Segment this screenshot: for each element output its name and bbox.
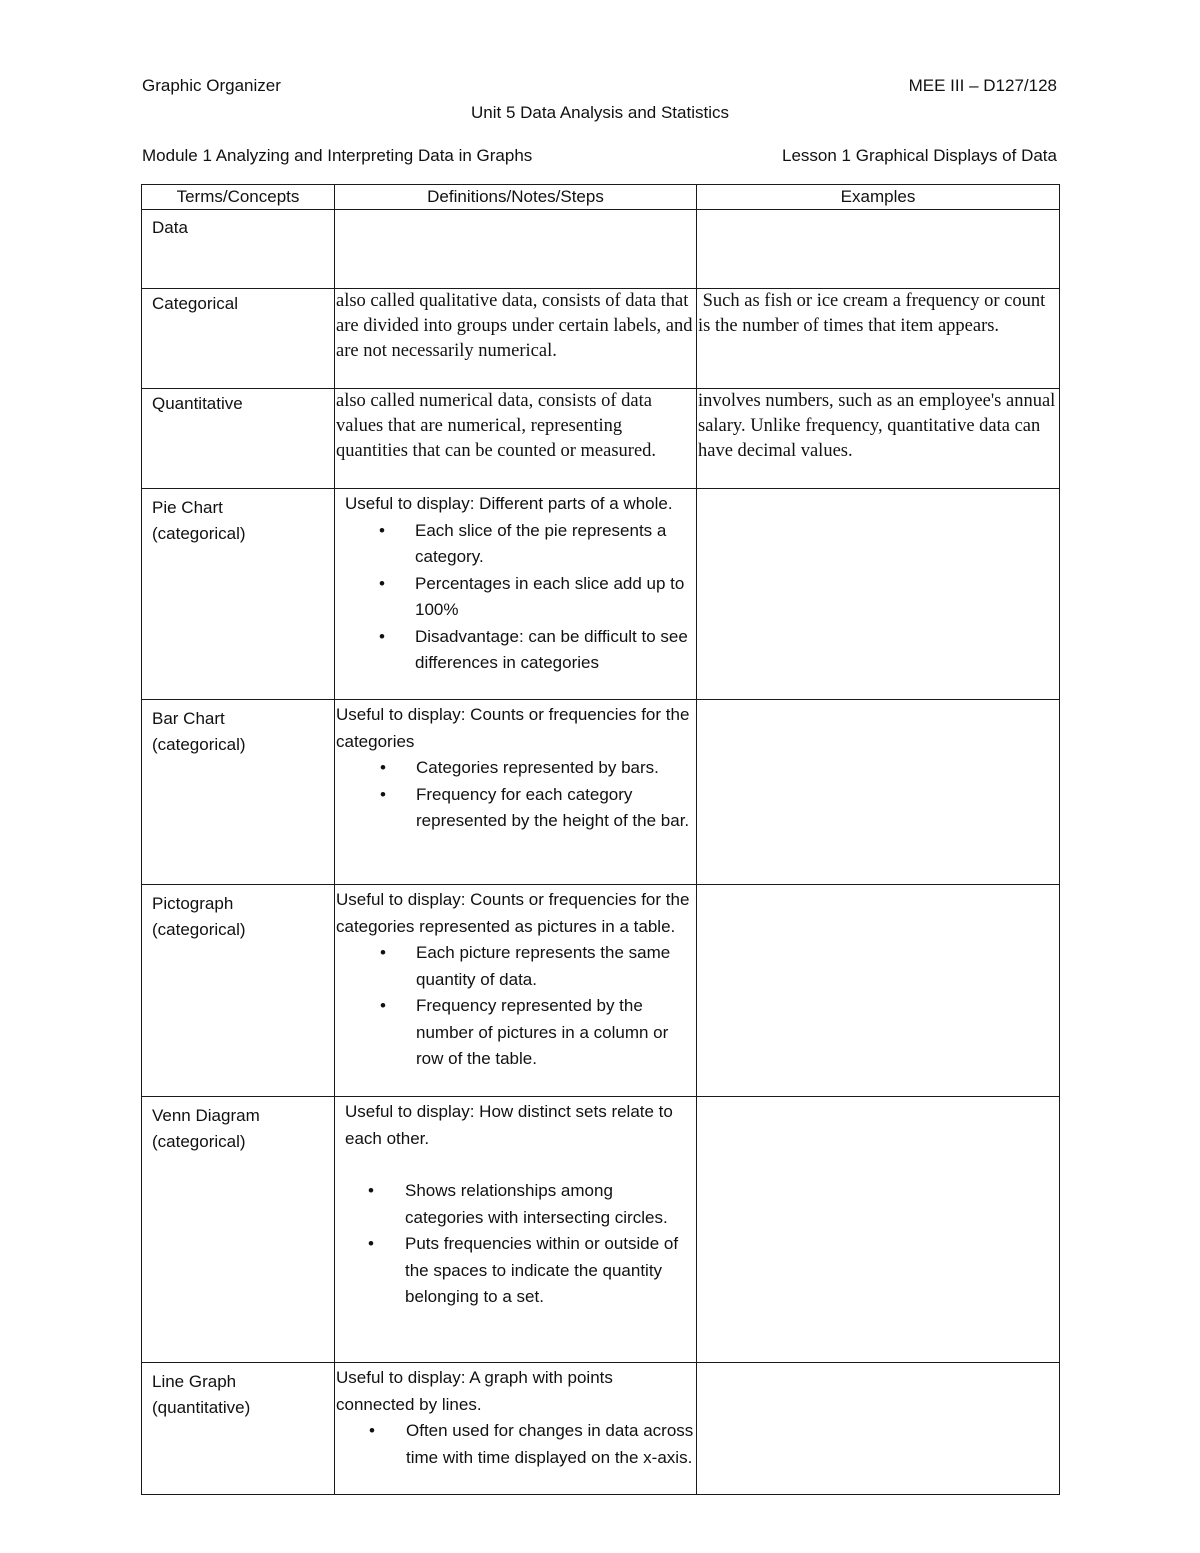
definition-intro: Useful to display: How distinct sets relate to each other. — [345, 1102, 673, 1148]
definition-cell — [335, 1363, 697, 1495]
term-cell — [142, 210, 335, 289]
definition-cell — [335, 489, 697, 700]
bullet-list — [345, 518, 694, 677]
definition-cell-empty — [335, 210, 697, 289]
table-row-bar-chart — [142, 700, 1060, 885]
term-type: (quantitative) — [152, 1398, 251, 1417]
term-type: (categorical) — [152, 524, 246, 543]
definition-cell — [335, 700, 697, 885]
unit-title: Unit 5 Data Analysis and Statistics — [471, 103, 729, 122]
graphic-organizer-table — [141, 184, 1060, 1495]
bullet-list — [336, 755, 694, 835]
term-type: (categorical) — [152, 920, 246, 939]
term-cell — [142, 885, 335, 1097]
bullet-list — [336, 940, 694, 1073]
term-label — [142, 700, 334, 758]
definition-cell — [335, 289, 697, 389]
term-cell — [142, 700, 335, 885]
module-title: Module 1 Analyzing and Interpreting Data in Graphs — [142, 146, 533, 165]
definition-intro: Useful to display: A graph with points connected by lines. — [336, 1368, 613, 1414]
list-item: • Categories represented by bars. — [336, 755, 694, 782]
example-cell — [697, 289, 1060, 389]
definition-notes — [335, 489, 696, 677]
table-row-categorical — [142, 289, 1060, 389]
list-item: • Puts frequencies within or outside of the spaces to indicate the quantity belonging to a set. — [345, 1231, 694, 1311]
table-header-row — [142, 185, 1060, 210]
term-type: (categorical) — [152, 1132, 246, 1151]
term-name: Bar Chart — [152, 709, 225, 728]
list-item: • Shows relationships among categories with intersecting circles. — [345, 1178, 694, 1231]
list-item: • Frequency represented by the number of pictures in a column or row of the table. — [336, 993, 694, 1073]
list-item: • Frequency for each category represented by the height of the bar. — [336, 782, 694, 835]
table-row-pie-chart — [142, 489, 1060, 700]
term-name: Pie Chart — [152, 498, 223, 517]
table-row-quantitative — [142, 389, 1060, 489]
definition-text: also called numerical data, consists of data values that are numerical, representing quantities that can be counted or measured. — [336, 391, 657, 461]
example-cell-empty — [697, 489, 1060, 700]
table-row-line-graph — [142, 1363, 1060, 1495]
list-item: • Each picture represents the same quantity of data. — [336, 940, 694, 993]
term-cell — [142, 1097, 335, 1363]
table-row-pictograph — [142, 885, 1060, 1097]
list-item: • Each slice of the pie represents a category. — [345, 518, 694, 571]
term-label — [142, 489, 334, 547]
definition-notes — [335, 700, 696, 835]
list-item: • Disadvantage: can be difficult to see differences in categories — [345, 624, 694, 677]
example-text: Such as fish or ice cream a frequency or count is the number of times that item appears. — [698, 291, 1050, 336]
column-header-definitions: Definitions/Notes/Steps — [335, 185, 697, 210]
definition-intro: Useful to display: Counts or frequencies for the categories — [336, 705, 690, 751]
term-name: Venn Diagram — [152, 1106, 260, 1125]
definition-notes — [335, 1363, 696, 1471]
example-cell — [697, 389, 1060, 489]
definition-cell — [335, 885, 697, 1097]
column-header-examples: Examples — [697, 185, 1060, 210]
definition-text: also called qualitative data, consists of data that are divided into groups under certain labels, and are not necessarily numerical. — [336, 291, 693, 361]
definition-intro: Useful to display: Different parts of a whole. — [345, 494, 673, 513]
term-cell — [142, 489, 335, 700]
table-row-venn-diagram — [142, 1097, 1060, 1363]
list-item: • Often used for changes in data across time with time displayed on the x-axis. — [336, 1418, 694, 1471]
definition-intro: Useful to display: Counts or frequencies for the categories represented as pictures in a table. — [336, 890, 690, 936]
term-name: Line Graph — [152, 1372, 237, 1391]
term-label — [142, 1363, 334, 1421]
definition-notes — [335, 1097, 696, 1311]
header-title-left: Graphic Organizer — [142, 76, 281, 95]
list-item: • Percentages in each slice add up to 100% — [345, 571, 694, 624]
term-cell — [142, 289, 335, 389]
bullet-list — [336, 1418, 694, 1471]
example-text: involves numbers, such as an employee's annual salary. Unlike frequency, quantitative data can have decimal values. — [698, 391, 1056, 461]
term-cell — [142, 389, 335, 489]
example-cell-empty — [697, 700, 1060, 885]
term-label: Categorical — [152, 294, 238, 313]
term-name: Pictograph — [152, 894, 234, 913]
definition-notes — [335, 885, 696, 1073]
term-label — [142, 1097, 334, 1155]
header-course-code: MEE III – D127/128 — [908, 76, 1057, 95]
term-cell — [142, 1363, 335, 1495]
example-cell-empty — [697, 1097, 1060, 1363]
example-cell-empty — [697, 1363, 1060, 1495]
column-header-terms: Terms/Concepts — [142, 185, 335, 210]
term-type: (categorical) — [152, 735, 246, 754]
example-cell-empty — [697, 885, 1060, 1097]
term-label — [142, 885, 334, 943]
bullet-list — [345, 1178, 694, 1311]
definition-cell — [335, 389, 697, 489]
term-label: Quantitative — [152, 394, 243, 413]
example-cell-empty — [697, 210, 1060, 289]
term-label: Data — [152, 218, 188, 237]
lesson-title: Lesson 1 Graphical Displays of Data — [782, 146, 1057, 165]
definition-cell — [335, 1097, 697, 1363]
spacer — [345, 1152, 694, 1178]
table-row-data — [142, 210, 1060, 289]
